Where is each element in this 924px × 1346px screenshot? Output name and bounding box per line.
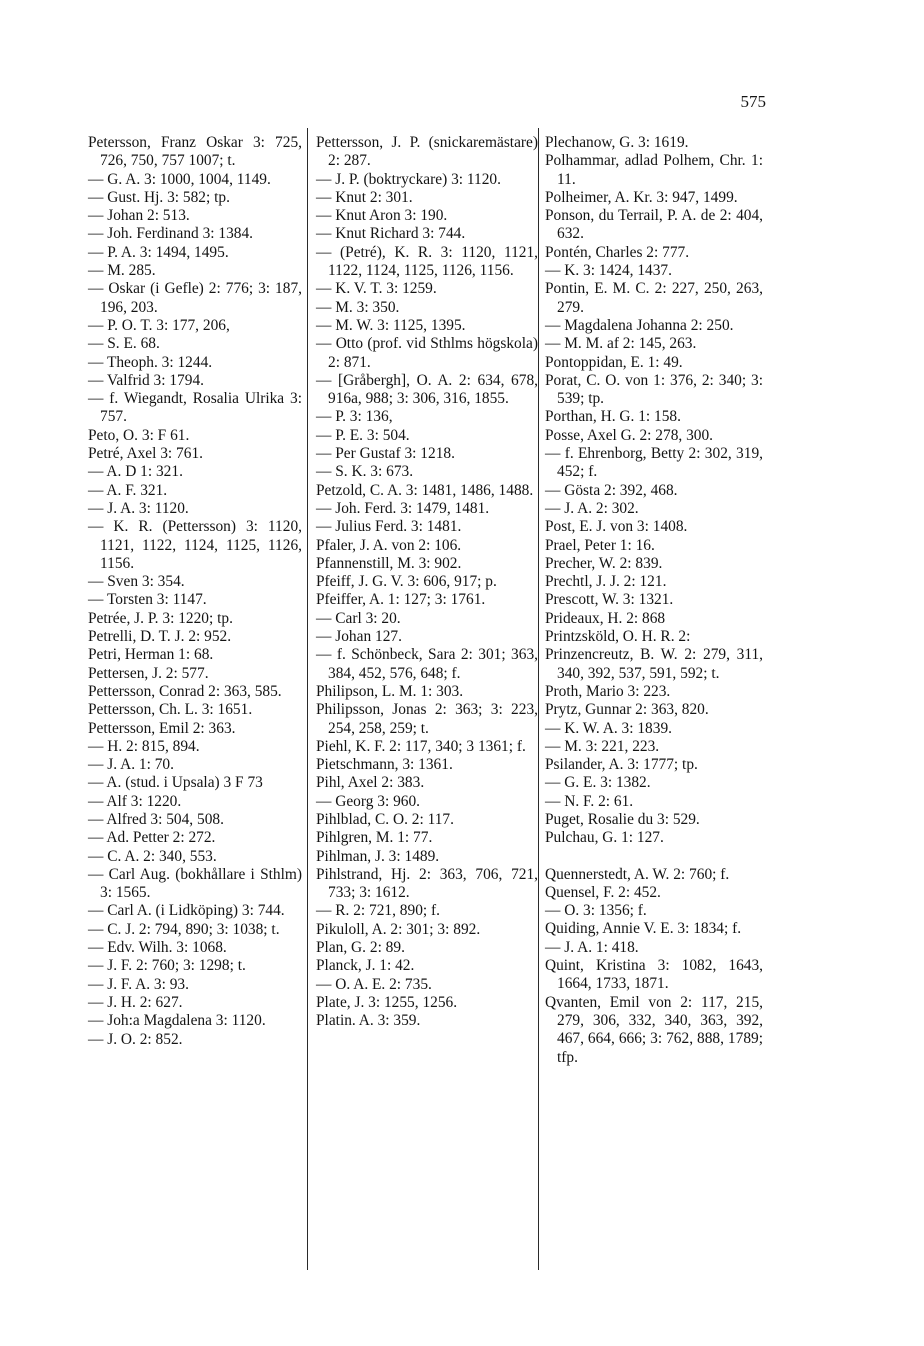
index-entry: Printzsköld, O. H. R. 2:: [545, 628, 691, 646]
column-divider: [538, 128, 539, 1270]
page-number: 575: [740, 92, 766, 111]
index-entry: — Julius Ferd. 3: 1481.: [316, 518, 462, 536]
index-entry: Philipson, L. M. 1: 303.: [316, 682, 464, 700]
index-entry: Prinzencreutz, B. W. 2: 279, 311, 340, 392, 537, 591, 592; t.: [545, 646, 763, 682]
index-entry: Peto, O. 3: F 61.: [88, 426, 190, 444]
index-entry: Puget, Rosalie du 3: 529.: [545, 810, 700, 828]
index-entry: — Knut 2: 301.: [316, 188, 413, 206]
index-entry: — Torsten 3: 1147.: [88, 591, 207, 609]
index-entry: — J. A. 2: 302.: [545, 499, 639, 517]
index-entry: — C. A. 2: 340, 553.: [88, 847, 217, 865]
index-entry: — A. (stud. i Upsala) 3 F 73: [88, 774, 263, 792]
index-entry: Petersson, Franz Oskar 3: 725, 726, 750, 757 1007; t.: [88, 134, 302, 170]
index-entry: — M. W. 3: 1125, 1395.: [316, 316, 466, 334]
index-entry: — P. O. T. 3: 177, 206,: [88, 316, 230, 334]
index-entry: — Alfred 3: 504, 508.: [88, 810, 224, 828]
index-entry: — Georg 3: 960.: [316, 792, 421, 810]
index-entry: Pikuloll, A. 2: 301; 3: 892.: [316, 920, 481, 938]
index-entry: Philipsson, Jonas 2: 363; 3: 223, 254, 258, 259; t.: [316, 701, 538, 737]
index-entry: — O. 3: 1356; f.: [545, 902, 647, 920]
index-entry: Pontin, E. M. C. 2: 227, 250, 263, 279.: [545, 280, 763, 316]
index-entry: Post, E. J. von 3: 1408.: [545, 518, 688, 536]
index-entry: — f. Ehrenborg, Betty 2: 302, 319, 452; f.: [545, 445, 763, 481]
index-entry: — S. E. 68.: [88, 335, 160, 353]
index-entry: Psilander, A. 3: 1777; tp.: [545, 756, 698, 774]
index-entry: Quiding, Annie V. E. 3: 1834; f.: [545, 920, 742, 938]
index-entry: Prechtl, J. J. 2: 121.: [545, 573, 667, 591]
index-entry: — J. A. 1: 418.: [545, 938, 639, 956]
index-entry: Piehl, K. F. 2: 117, 340; 3 1361; f.: [316, 737, 526, 755]
index-column-1: [88, 134, 302, 1049]
index-entry: Pontoppidan, E. 1: 49.: [545, 353, 683, 371]
index-entry: — G. A. 3: 1000, 1004, 1149.: [88, 170, 271, 188]
index-entry: Porthan, H. G. 1: 158.: [545, 408, 681, 426]
index-entry: Plate, J. 3: 1255, 1256.: [316, 993, 458, 1011]
index-entry: Porat, C. O. von 1: 376, 2: 340; 3: 539; tp.: [545, 371, 763, 408]
index-entry: Plechanow, G. 3: 1619.: [545, 134, 689, 151]
index-entry: Pihlman, J. 3: 1489.: [316, 847, 440, 865]
index-entry: Quensel, F. 2: 452.: [545, 883, 661, 901]
index-entry: — Per Gustaf 3: 1218.: [316, 445, 455, 463]
index-entry: Polhammar, adlad Polhem, Chr. 1: 11.: [545, 152, 763, 188]
index-entry: Prytz, Gunnar 2: 363, 820.: [545, 701, 709, 719]
index-entry: — Joh:a Magdalena 3: 1120.: [88, 1012, 266, 1030]
index-entry: — Gösta 2: 392, 468.: [545, 481, 678, 499]
index-entry: Pihlgren, M. 1: 77.: [316, 829, 433, 847]
index-entry: — Oskar (i Gefle) 2: 776; 3: 187, 196, 203.: [88, 280, 302, 316]
index-entry: Platin. A. 3: 359.: [316, 1012, 421, 1030]
index-entry: — P. E. 3: 504.: [316, 426, 410, 444]
index-entry: — Alf 3: 1220.: [88, 792, 182, 810]
index-entry: Precher, W. 2: 839.: [545, 554, 663, 572]
index-entry: Proth, Mario 3: 223.: [545, 682, 671, 700]
index-entry: — K. V. T. 3: 1259.: [316, 280, 437, 298]
index-entry: — G. E. 3: 1382.: [545, 774, 651, 792]
index-entry: — Theoph. 3: 1244.: [88, 353, 213, 371]
index-entry: — P. 3: 136,: [316, 408, 393, 426]
index-entry: Qvanten, Emil von 2: 117, 215, 279, 306, 332, 340, 363, 392, 467, 664, 666; 3: 762, 888, 1789; tfp.: [545, 993, 763, 1066]
index-entry: Posse, Axel G. 2: 278, 300.: [545, 426, 714, 444]
index-entry: Petri, Herman 1: 68.: [88, 646, 214, 664]
index-entry: — Joh. Ferd. 3: 1479, 1481.: [316, 499, 490, 517]
index-entry: Planck, J. 1: 42.: [316, 957, 415, 975]
index-entry: — S. K. 3: 673.: [316, 463, 414, 481]
index-entry: — Sven 3: 354.: [88, 573, 185, 591]
index-entry: — Johan 2: 513.: [88, 207, 190, 225]
index-entry: — Magdalena Johanna 2: 250.: [545, 316, 734, 334]
index-entry: Quennerstedt, A. W. 2: 760; f.: [545, 865, 730, 883]
index-entry: Pihlblad, C. O. 2: 117.: [316, 810, 454, 828]
index-entry: — O. A. E. 2: 735.: [316, 975, 432, 993]
index-entry: Petré, Axel 3: 761.: [88, 445, 203, 463]
index-entry: Prael, Peter 1: 16.: [545, 536, 655, 554]
index-entry: Ponson, du Terrail, P. A. de 2: 404, 632.: [545, 207, 763, 243]
index-entry: Quint, Kristina 3: 1082, 1643, 1664, 1733, 1871.: [545, 957, 763, 993]
index-entry: Polheimer, A. Kr. 3: 947, 1499.: [545, 188, 738, 206]
index-entry: — J. O. 2: 852.: [88, 1030, 183, 1048]
index-entry: Pettersen, J. 2: 577.: [88, 664, 209, 682]
index-entry: — K. 3: 1424, 1437.: [545, 262, 672, 280]
index-entry: — A. F. 321.: [88, 481, 168, 499]
index-entry: — (Petré), K. R. 3: 1120, 1121, 1122, 1124, 1125, 1126, 1156.: [316, 243, 538, 280]
index-entry: — Knut Richard 3: 744.: [316, 225, 466, 243]
index-entry: — K. R. (Pettersson) 3: 1120, 1121, 1122, 1124, 1125, 1126, 1156.: [88, 518, 302, 572]
index-entry: — J. P. (boktryckare) 3: 1120.: [316, 170, 501, 188]
index-entry: — C. J. 2: 794, 890; 3: 1038; t.: [88, 920, 280, 938]
index-entry: — Carl 3: 20.: [316, 609, 401, 627]
index-entry: Prideaux, H. 2: 868: [545, 609, 666, 627]
index-entry: — Knut Aron 3: 190.: [316, 207, 448, 225]
index-entry: Pettersson, Conrad 2: 363, 585.: [88, 682, 282, 700]
index-entry: Pietschmann, 3: 1361.: [316, 756, 453, 774]
index-entry: Pontén, Charles 2: 777.: [545, 243, 690, 261]
index-entry: Pfannenstill, M. 3: 902.: [316, 554, 462, 572]
index-entry: — N. F. 2: 61.: [545, 792, 634, 810]
index-entry: Pfeiffer, A. 1: 127; 3: 1761.: [316, 591, 486, 609]
index-entry: Petrée, J. P. 3: 1220; tp.: [88, 609, 233, 627]
index-entry: — J. A. 3: 1120.: [88, 499, 189, 517]
index-entry: — H. 2: 815, 894.: [88, 737, 200, 755]
index-entry: Pulchau, G. 1: 127.: [545, 829, 664, 847]
index-entry: — R. 2: 721, 890; f.: [316, 902, 440, 920]
index-entry: Pihlstrand, Hj. 2: 363, 706, 721, 733; 3: 1612.: [316, 865, 538, 902]
index-entry: — J. F. 2: 760; 3: 1298; t.: [88, 957, 246, 975]
index-entry: — J. H. 2: 627.: [88, 993, 183, 1011]
index-entry: — P. A. 3: 1494, 1495.: [88, 243, 229, 261]
index-entry: Petzold, C. A. 3: 1481, 1486, 1488.: [316, 481, 534, 499]
index-entry: Prescott, W. 3: 1321.: [545, 591, 674, 609]
index-entry: Pettersson, J. P. (snickaremästare) 2: 287.: [316, 134, 538, 170]
index-entry: — f. Schönbeck, Sara 2: 301; 363, 384, 452, 576, 648; f.: [316, 646, 538, 682]
index-entry: — M. 285.: [88, 262, 156, 280]
index-entry: — M. 3: 221, 223.: [545, 737, 660, 755]
index-entry: — M. M. af 2: 145, 263.: [545, 335, 697, 353]
index-entry: — Johan 127.: [316, 628, 402, 646]
index-entry: — Joh. Ferdinand 3: 1384.: [88, 225, 254, 243]
index-entry: — [Gråbergh], O. A. 2: 634, 678, 916a, 988; 3: 306, 316, 1855.: [316, 371, 538, 408]
index-entry: — J. F. A. 3: 93.: [88, 975, 189, 993]
index-entry: — A. D 1: 321.: [88, 463, 183, 481]
column-divider: [307, 128, 308, 1270]
index-column-2: [316, 134, 538, 1031]
index-entry: — M. 3: 350.: [316, 298, 400, 316]
index-entry: — Carl Aug. (bokhållare i Sthlm) 3: 1565.: [88, 865, 302, 902]
index-entry: — Edv. Wilh. 3: 1068.: [88, 939, 227, 957]
index-entry: — Carl A. (i Lidköping) 3: 744.: [88, 902, 285, 920]
index-entry: Pihl, Axel 2: 383.: [316, 774, 425, 792]
index-entry: Pfaler, J. A. von 2: 106.: [316, 536, 462, 554]
index-entry: — J. A. 1: 70.: [88, 756, 174, 774]
index-entry: — Otto (prof. vid Sthlms högskola) 2: 871.: [316, 335, 538, 371]
index-entry: Pfeiff, J. G. V. 3: 606, 917; p.: [316, 573, 497, 591]
index-entry: — Gust. Hj. 3: 582; tp.: [88, 188, 230, 206]
index-entry: Plan, G. 2: 89.: [316, 939, 405, 957]
index-entry: Petrelli, D. T. J. 2: 952.: [88, 628, 232, 646]
index-entry: — Ad. Petter 2: 272.: [88, 829, 216, 847]
index-entry: Pettersson, Ch. L. 3: 1651.: [88, 701, 253, 719]
index-entry: — f. Wiegandt, Rosalia Ulrika 3: 757.: [88, 390, 302, 426]
index-entry: — Valfrid 3: 1794.: [88, 371, 204, 389]
index-column-3: [545, 134, 763, 1067]
index-entry: Pettersson, Emil 2: 363.: [88, 719, 236, 737]
index-entry: — K. W. A. 3: 1839.: [545, 719, 672, 737]
